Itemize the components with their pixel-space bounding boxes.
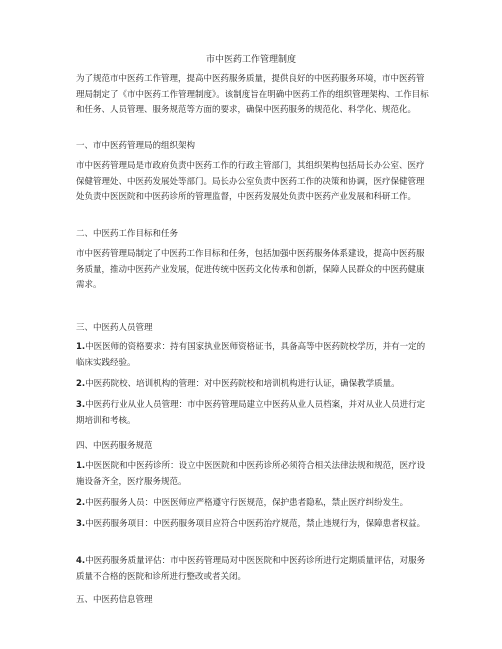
list-item-text: 中医医院和中医药诊所：设立中医医院和中医药诊所必须符合相关法律法规和规范，医疗设施设备齐全，医疗服务规范。 — [76, 461, 426, 487]
list-item — [76, 459, 430, 490]
list-item — [76, 398, 430, 429]
list-item-text: 中医药行业从业人员管理：市中医药管理局建立中医药从业人员档案，并对从业人员进行定期培训和考核。 — [76, 400, 426, 426]
list-item — [76, 377, 430, 393]
list-item-number: 1. — [76, 342, 86, 352]
section-1-heading: 一、市中医药管理局的组织架构 — [76, 141, 196, 151]
list-item-text: 中医药院校、培训机构的管理：对中医药院校和培训机构进行认证，确保教学质量。 — [85, 379, 400, 389]
list-item — [76, 496, 430, 512]
list-item — [76, 340, 430, 371]
list-item-number: 2. — [76, 379, 86, 389]
list-item-text: 中医药服务项目：中医药服务项目应符合中医药治疗规范，禁止违规行为，保障患者权益。 — [85, 519, 426, 529]
list-item-text: 中医医师的资格要求：持有国家执业医师资格证书，具备高等中医药院校学历，并有一定的临床实践经验。 — [76, 342, 426, 368]
section-5-heading: 五、中医药信息管理 — [76, 595, 153, 605]
list-item — [76, 517, 430, 533]
section-2-heading: 二、中医药工作目标和任务 — [76, 229, 179, 239]
document-title: 市中医药工作管理制度 — [205, 55, 296, 65]
section-1-body: 市中医药管理局是市政府负责中医药工作的行政主管部门，其组织架构包括局长办公室、医疗保健管理处、中医药发展处等部门。局长办公室负责中医药工作的决策和协调，医疗保健管理处负责中医医院和中医药诊所的管理监督，中医药发展处负责中医药产业发展和科研工作。 — [76, 161, 425, 202]
list-item-text: 中医药服务质量评估：市中医药管理局对中医医院和中医药诊所进行定期质量评估，对服务质量不合格的医院和诊所进行整改或者关闭。 — [76, 556, 426, 582]
section-4-heading: 四、中医药服务规范 — [76, 441, 153, 451]
list-item-number: 2. — [76, 498, 86, 508]
list-item-number: 1. — [76, 461, 86, 471]
list-item-number: 3. — [76, 519, 86, 529]
list-item-text: 中医药服务人员：中医医师应严格遵守行医规范，保护患者隐私，禁止医疗纠纷发生。 — [85, 498, 409, 508]
section-2-body: 市中医药管理局制定了中医药工作目标和任务，包括加强中医药服务体系建设，提高中医药服务质量，推动中医药产业发展，促进传统中医药文化传承和创新，保障人民群众的中医药健康需求。 — [76, 249, 425, 290]
list-item — [76, 554, 430, 585]
list-item-number: 3. — [76, 400, 86, 410]
section-3-heading: 三、中医药人员管理 — [76, 323, 153, 333]
intro-paragraph: 为了规范市中医药工作管理，提高中医药服务质量，提供良好的中医药服务环境，市中医药管理局制定了《市中医药工作管理制度》。该制度旨在明确中医药工作的组织管理架构、工作目标和任务、人员管理、服务规范等方面的要求，确保中医药服务的规范化、科学化、规范化。 — [76, 74, 429, 115]
list-item-number: 4. — [76, 556, 86, 566]
